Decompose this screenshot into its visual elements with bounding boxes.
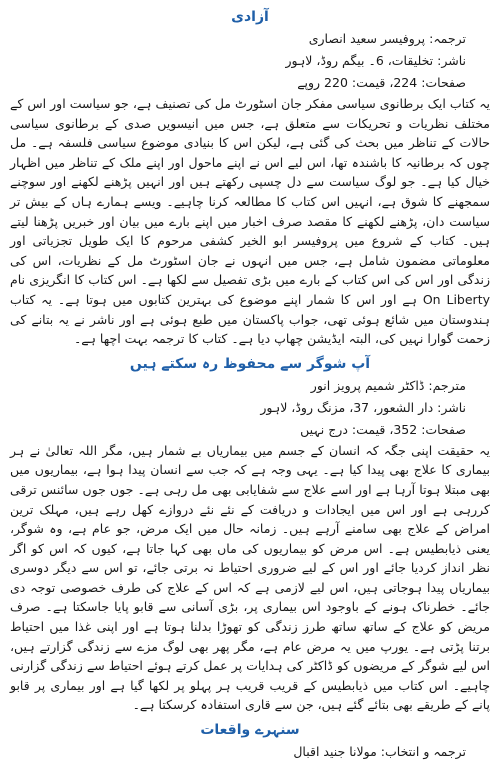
review-body: یہ کتاب ایک برطانوی سیاسی مفکر جان اسٹورٹ مل کی تصنیف ہے، جو سیاست اور اس کے مختلف نظریات و تحریکات سے متعلق ہے، جس میں انیسویں صدی کے برطانوی سیاسی حالات کے تناظر میں بحث کی گئی ہے، لیکن اس کا بنیادی موضوع سیاسی فلسفہ ہے۔ مل چوں کہ برطانیہ کا باشندہ تھا، اس لیے اس نے اپنے ماحول اور اپنے ملک کے تناظر میں اظہار خیال کیا ہے۔ جو لوگ سیاست سے دل چسپی رکھتے ہیں اور انہیں پڑھنے لکھنے اور سوچنے سمجھنے کا شوق ہے، انہیں اس کتاب کا مطالعہ کرنا چاہیے۔ ویسے ہمارے ہاں کے بیش تر سیاست دان، پڑھنے لکھنے کا مقصد صرف اخبار میں اپنے بارے میں بیان اور خبریں پڑھنا لیتے ہیں۔ کتاب کے شروع میں پروفیسر ابو الخیر کشفی مرحوم کا ایک طویل تجزیاتی اور معلوماتی مضمون شامل ہے، جس میں انہوں نے جان اسٹورٹ مل کے نظریات، اس کی زندگی اور اس کی اس کتاب کے بارے میں بڑی تفصیل سے لکھا ہے۔ اس کتاب کا انگریزی نام On Liberty ہے اور اس کا شمار اپنے موضوع کی بہترین کتابوں میں ہوتا ہے۔ یہ کتاب ہندوستان میں شائع ہوئی تھی، جواب پاکستان میں طبع ہوئی ہے اور ناشر نے یہ بتانے کی زحمت گوارا نہیں کی، البتہ ایڈیشن چھاپ دیا ہے۔ کتاب کا ترجمہ بہت اچھا ہے۔ bbox=[10, 96, 490, 347]
translator-line: ترجمہ و انتخاب: مولانا جنید اقبال bbox=[293, 744, 466, 760]
translator-line: ترجمہ: پروفیسر سعید انصاری bbox=[308, 31, 466, 46]
publisher-line: ناشر: تخلیقات، 6۔ بیگم روڈ، لاہور bbox=[285, 53, 466, 68]
review-sugar bbox=[10, 353, 490, 715]
pages-price-line: صفحات: 224، قیمت: 220 روپے bbox=[297, 75, 466, 90]
pages-price-line: صفحات: 352، قیمت: درج نہیں bbox=[300, 421, 466, 437]
review-azadi bbox=[10, 6, 490, 349]
publisher-line: ناشر: دار الشعور، 37، مزنگ روڈ، لاہور bbox=[260, 399, 466, 415]
review-sunehre-waqiat bbox=[10, 719, 490, 763]
translator-line: مترجم: ڈاکٹر شمیم پرویز انور bbox=[310, 377, 466, 393]
section-title: سنہرے واقعات bbox=[200, 722, 300, 739]
section-title: آپ شوگر سے محفوظ رہ سکتے ہیں bbox=[129, 355, 371, 372]
review-body: یہ حقیقت اپنی جگہ کہ انسان کے جسم میں بیماریاں بے شمار ہیں، مگر اللہ تعالیٰ نے ہر بیماری کا علاج بھی پیدا کیا ہے۔ یہی وجہ ہے کہ جب سے انسان پیدا ہوا ہے، بیماریوں میں بھی مبتلا ہوتا آرہا ہے اور اسے علاج سے شفایابی بھی مل رہی ہے۔ جوں جوں سائنس ترقی کررہی ہے اور اس میں ایجادات و دریافت کے نئے نئے دروازے کھل رہے ہیں، مہلک ترین امراض کے علاج بھی سامنے آرہے ہیں۔ زمانہ حال میں ایک مرض، جو عام ہے، وہ شوگر، یعنی ذیابطیس ہے۔ اس مرض کو بیماریوں کی ماں بھی کہا جاتا ہے، کیوں کہ اس کو اگر نظر انداز کردیا جائے اور اس کے لیے ضروری احتیاط نہ برتی جائے، تو اس سے دیگر دوسری بیماریاں پیدا ہوجاتی ہیں، اس لیے لازمی ہے کہ اس کے علاج کی طرف خصوصی توجہ دی جائے۔ خطرناک ہونے کے باوجود اس بیماری پر، بڑی آسانی سے قابو پایا جاسکتا ہے۔ صرف مریض کو علاج کے ساتھ ساتھ طرز زندگی کو تھوڑا بدلنا ہوتا ہے اور اپنی غذا میں احتیاط برتنا پڑتی ہے۔ یورپ میں یہ مرض عام ہے، مگر پھر بھی لوگ مزے سے زندگی گزارتے ہیں، اس لیے شوگر کے مریضوں کو ڈاکٹر کی ہدایات پر عمل کرتے ہوئے احتیاط سے زندگی گزارنی چاہیے۔ اس کتاب میں ذیابطیس کے قریب قریب ہر پہلو پر لکھا گیا ہے اور بیماری پر قابو پانے کے طریقے بھی بتائے گئے ہیں، جن سے قاری استفادہ کرسکتا ہے۔ bbox=[10, 442, 490, 713]
section-title: آزادی bbox=[231, 9, 269, 25]
